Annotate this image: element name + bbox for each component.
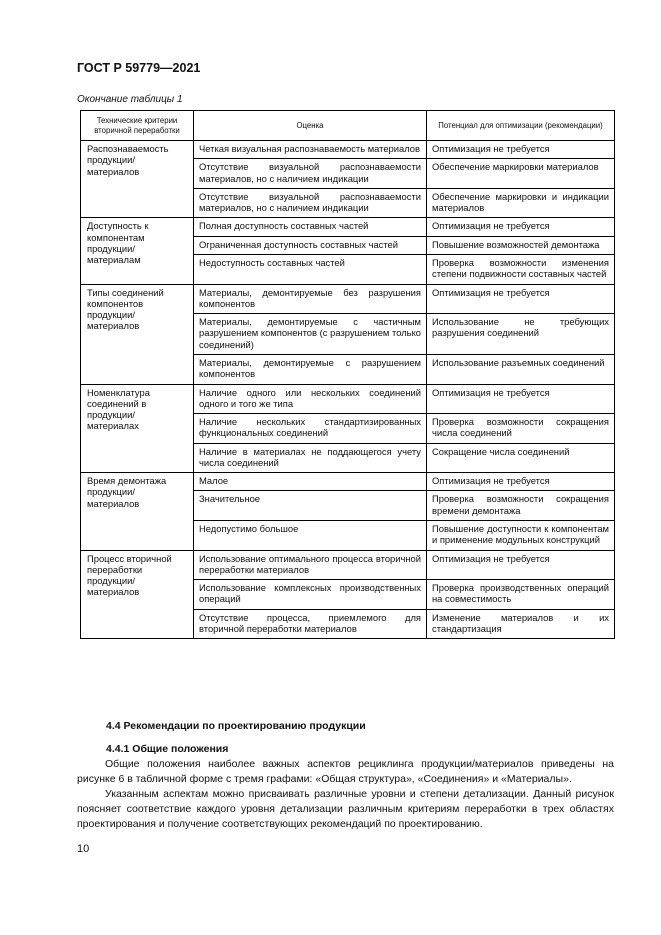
criterion-cell: Процесс вторичной переработки продукции/ материалов — [81, 550, 194, 639]
recommendation-cell: Оптимизация не требуется — [427, 473, 615, 491]
criterion-cell: Типы соединений компонентов продукции/ материалов — [81, 284, 194, 384]
section-4-4-title: 4.4 Рекомендации по проектированию продукции — [106, 720, 366, 732]
table-caption: Окончание таблицы 1 — [77, 94, 183, 105]
recommendation-cell: Оптимизация не требуется — [427, 141, 615, 159]
table-row — [81, 284, 615, 314]
table-row — [81, 218, 615, 236]
recommendation-cell: Изменение материалов и их стандартизация — [427, 609, 615, 639]
column-header-recommendation: Потенциал для оптимизации (рекомендации) — [427, 111, 615, 141]
assessment-cell: Недопустимо большое — [194, 521, 427, 551]
assessment-cell: Четкая визуальная распознаваемость материалов — [194, 141, 427, 159]
assessment-cell: Использование оптимального процесса вторичной переработки материалов — [194, 550, 427, 580]
recommendation-cell: Использование разъемных соединений — [427, 354, 615, 384]
table-row — [81, 473, 615, 491]
column-header-criteria: Технические критерии вторичной переработки — [81, 111, 194, 141]
recommendation-cell: Использование не требующих разрушения соединений — [427, 314, 615, 355]
document-code: ГОСТ Р 59779—2021 — [77, 61, 201, 75]
recommendation-cell: Повышение возможностей демонтажа — [427, 236, 615, 254]
recommendation-cell: Повышение доступности к компонентам и применение модульных конструкций — [427, 521, 615, 551]
recommendation-cell: Обеспечение маркировки материалов — [427, 159, 615, 189]
assessment-cell: Отсутствие визуальной распознаваемости материалов, но с наличием индикации — [194, 188, 427, 218]
table-row — [81, 141, 615, 159]
assessment-cell: Отсутствие визуальной распознаваемости материалов, но с наличием индикации — [194, 159, 427, 189]
recommendation-cell: Проверка возможности изменения степени подвижности составных частей — [427, 254, 615, 284]
table-row — [81, 550, 615, 580]
assessment-cell: Значительное — [194, 491, 427, 521]
recommendation-cell: Оптимизация не требуется — [427, 218, 615, 236]
body-paragraph-2: Указанным аспектам можно присваивать различные уровни и степени детализации. Данный рисунок поясняет соответствие каждого уровня детализации различным критериям переработки в трех областях проектирования и получение соответствующих рекомендаций по проектированию. — [77, 788, 614, 830]
body-paragraph-1: Общие положения наиболее важных аспектов рециклинга продукции/материалов приведены на рисунке 6 в табличной форме с тремя графами: «Общая структура», «Соединения» и «Материалы». — [77, 758, 614, 785]
assessment-cell: Наличие в материалах не поддающегося учету числа соединений — [194, 443, 427, 473]
column-header-assessment: Оценка — [194, 111, 427, 141]
recommendation-cell: Проверка возможности сокращения числа соединений — [427, 414, 615, 444]
assessment-cell: Недоступность составных частей — [194, 254, 427, 284]
assessment-cell: Материалы, демонтируемые без разрушения компонентов — [194, 284, 427, 314]
assessment-cell: Отсутствие процесса, приемлемого для вторичной переработки материалов — [194, 609, 427, 639]
table-header-row — [81, 111, 615, 141]
assessment-cell: Малое — [194, 473, 427, 491]
recommendation-cell: Оптимизация не требуется — [427, 284, 615, 314]
assessment-cell: Полная доступность составных частей — [194, 218, 427, 236]
assessment-cell: Наличие одного или нескольких соединений одного и того же типа — [194, 384, 427, 414]
recommendation-cell: Обеспечение маркировки и индикации материалов — [427, 188, 615, 218]
section-4-4-1-title: 4.4.1 Общие положения — [106, 743, 229, 755]
table-row — [81, 384, 615, 414]
recommendation-cell: Оптимизация не требуется — [427, 550, 615, 580]
recommendation-cell: Оптимизация не требуется — [427, 384, 615, 414]
recommendation-cell: Сокращение числа соединений — [427, 443, 615, 473]
criterion-cell: Номенклатура соединений в продукции/ материалах — [81, 384, 194, 473]
recommendation-cell: Проверка возможности сокращения времени демонтажа — [427, 491, 615, 521]
assessment-cell: Материалы, демонтируемые с разрушением компонентов — [194, 354, 427, 384]
assessment-cell: Наличие нескольких стандартизированных функциональных соединений — [194, 414, 427, 444]
assessment-cell: Материалы, демонтируемые с частичным разрушением компонентов (с разрушением только соединений) — [194, 314, 427, 355]
assessment-cell: Использование комплексных производственных операций — [194, 580, 427, 610]
page-number: 10 — [77, 843, 90, 855]
criterion-cell: Время демонтажа продукции/ материалов — [81, 473, 194, 550]
criterion-cell: Доступность к компонентам продукции/ материалам — [81, 218, 194, 284]
criterion-cell: Распознаваемость продукции/ материалов — [81, 141, 194, 218]
recommendation-cell: Проверка производственных операций на совместимость — [427, 580, 615, 610]
criteria-table — [80, 110, 615, 639]
assessment-cell: Ограниченная доступность составных частей — [194, 236, 427, 254]
